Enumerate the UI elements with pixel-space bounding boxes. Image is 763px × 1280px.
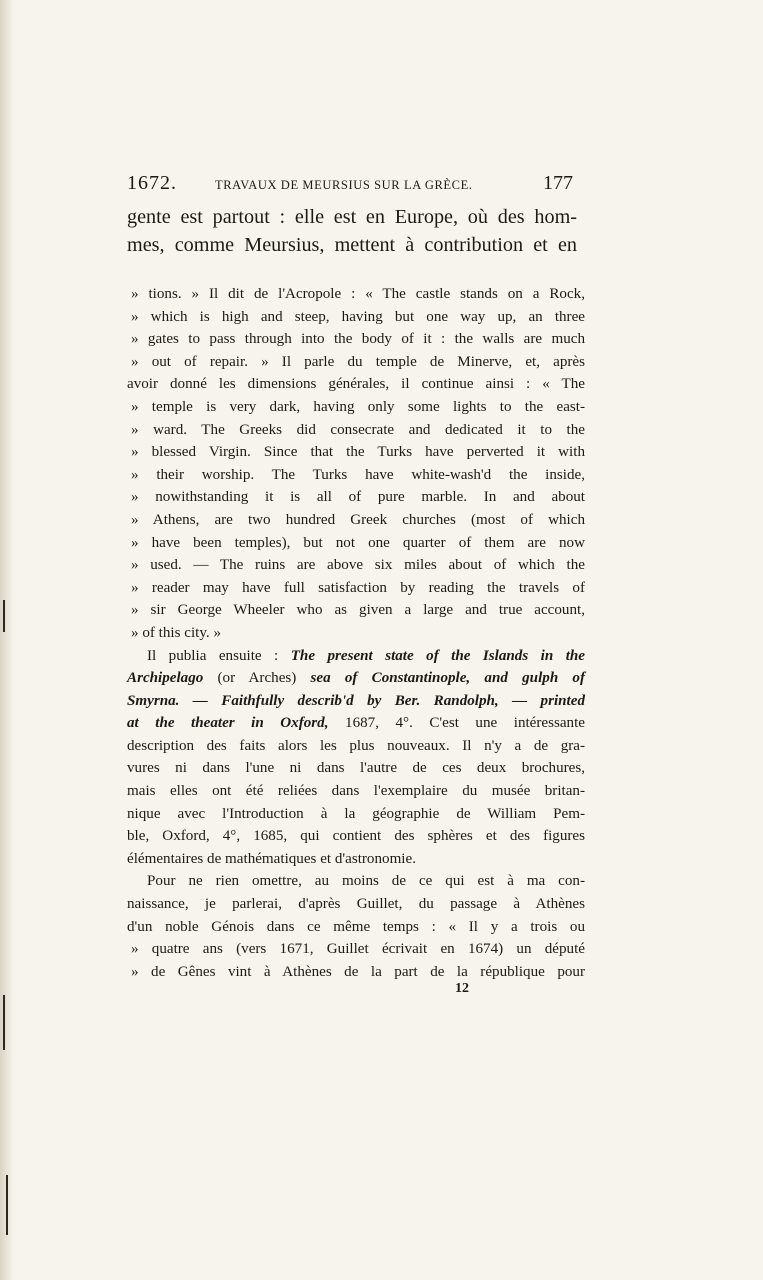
quote-line: » gates to pass through into the body of it : the walls are much	[131, 331, 585, 348]
para2-line	[127, 645, 585, 668]
quote-line: » of this city. »	[131, 624, 221, 641]
lead-line: gente est partout : elle est en Europe, où des hom-	[127, 206, 577, 228]
para2-line	[127, 667, 585, 690]
quote-line: » have been temples), but not one quarter of them are now	[131, 534, 585, 551]
quote-line: » tions. » Il dit de l'Acropole : « The castle stands on a Rock,	[131, 286, 585, 302]
text-run: (or Arches)	[203, 670, 311, 687]
edge-mark	[3, 600, 5, 632]
book-title: Archipelago	[127, 670, 204, 687]
book-title: The present state of the Islands in the	[290, 647, 585, 664]
quote-line: » ward. The Greeks did consecrate and dedicated it to the	[131, 421, 585, 438]
quote-line: » Athens, are two hundred Greek churches (most of which	[131, 511, 585, 528]
book-title: sea of Constantinople, and gulph of	[310, 670, 585, 687]
para2-line: description des faits alors les plus nouveaux. Il n'y a de gra-	[127, 737, 585, 754]
para2-line: ble, Oxford, 4°, 1685, qui contient des sphères et des figures	[127, 828, 585, 845]
para2-line: mais elles ont été reliées dans l'exemplaire du musée britan-	[127, 783, 585, 800]
book-title: at the theater in Oxford,	[127, 715, 329, 732]
book-title: Smyrna. — Faithfully describ'd by Ber. Randolph, — printed	[127, 692, 585, 709]
para2-line: vures ni dans l'une ni dans l'autre de ces deux brochures,	[127, 760, 585, 777]
para3-line: Pour ne rien omettre, au moins de ce qui est à ma con-	[147, 873, 585, 890]
para2-line	[127, 690, 585, 713]
para3-line: » de Gênes vint à Athènes de la part de la république pour	[131, 963, 585, 980]
gutter-shadow	[0, 0, 14, 1280]
running-title: TRAVAUX DE MEURSIUS SUR LA GRÈCE.	[215, 178, 473, 192]
quote-line: avoir donné les dimensions générales, il continue ainsi : « The	[127, 376, 585, 393]
quote-line: » nowithstanding it is all of pure marble. In and about	[131, 489, 585, 506]
quote-line: » reader may have full satisfaction by reading the travels of	[131, 579, 585, 596]
quote-line: » sir George Wheeler who as given a large and true account,	[131, 602, 585, 619]
para2-line: nique avec l'Introduction à la géographie de William Pem-	[127, 805, 585, 822]
text-run: Il publia ensuite :	[147, 647, 291, 664]
quote-line: » used. — The ruins are above six miles about of which the	[131, 557, 585, 574]
quote-line: » out of repair. » Il parle du temple de Minerve, et, après	[131, 353, 585, 370]
body-text	[127, 283, 585, 983]
quote-line: » temple is very dark, having only some lights to the east-	[131, 398, 585, 415]
para3-line: d'un noble Génois dans ce même temps : « Il y a trois ou	[127, 918, 585, 935]
edge-mark	[6, 1175, 8, 1235]
para2-line: élémentaires de mathématiques et d'astronomie.	[127, 850, 416, 867]
para3-line: naissance, je parlerai, d'après Guillet, du passage à Athènes	[127, 896, 585, 913]
lead-paragraph	[127, 203, 577, 259]
running-header	[127, 172, 575, 196]
quote-line: » which is high and steep, having but one way up, an three	[131, 308, 585, 325]
para3-line: » quatre ans (vers 1671, Guillet écrivait en 1674) un député	[131, 941, 585, 958]
text-run: 1687, 4°. C'est une intéressante	[328, 715, 585, 732]
lead-line: mes, comme Meursius, mettent à contribution et en	[127, 234, 577, 256]
signature-mark: 12	[455, 981, 469, 996]
page-number: 177	[543, 172, 573, 194]
quote-line: » blessed Virgin. Since that the Turks have perverted it with	[131, 444, 585, 461]
quote-line: » their worship. The Turks have white-wash'd the inside,	[131, 466, 585, 483]
header-year: 1672.	[127, 172, 177, 194]
para2-line	[127, 712, 585, 735]
edge-mark	[3, 995, 5, 1050]
